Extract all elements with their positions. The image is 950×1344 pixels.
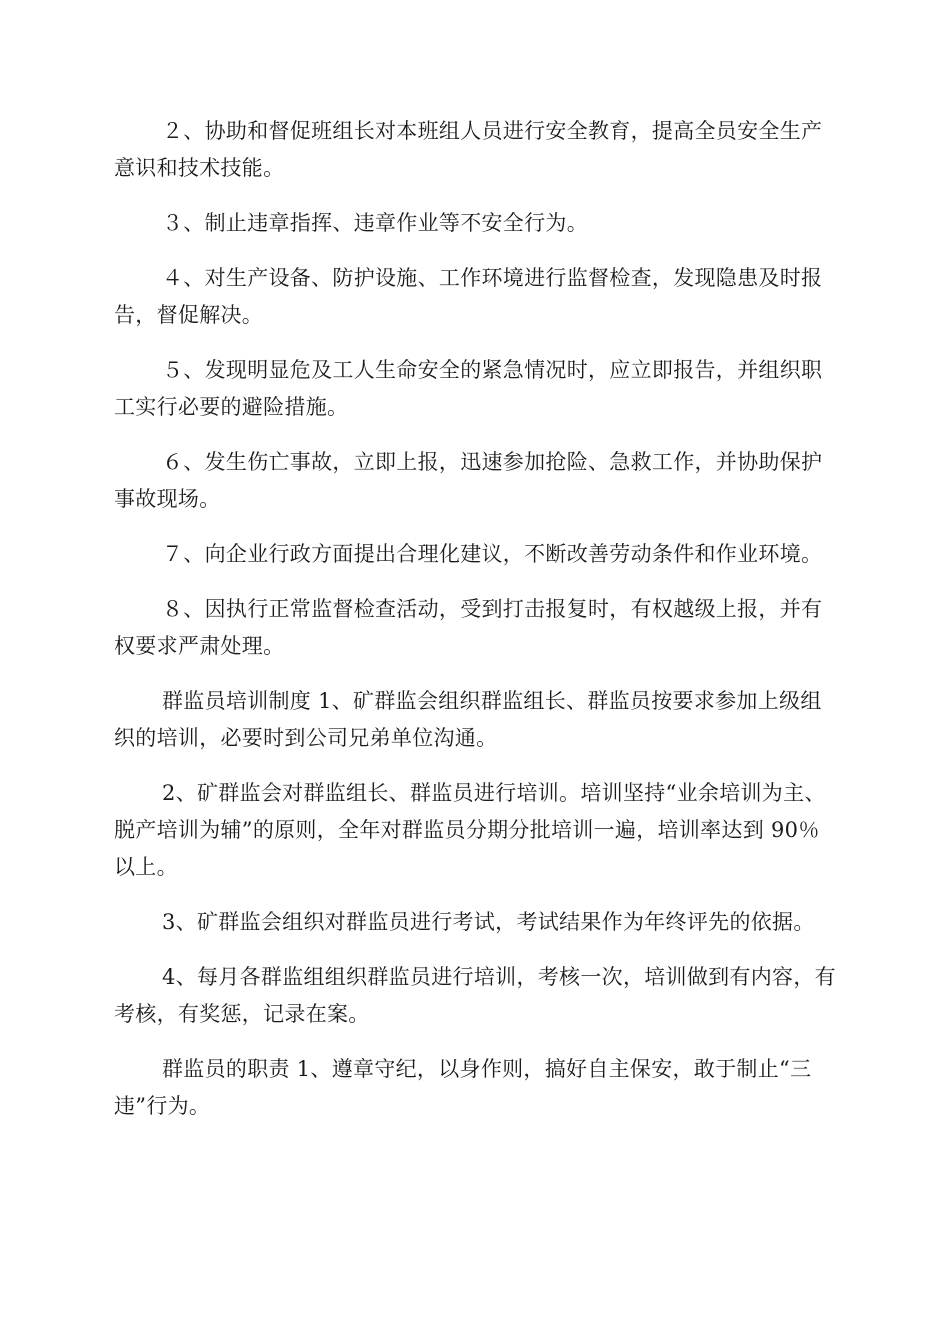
paragraph-responsibility-1: 群监员的职责 1、遵章守纪，以身作则，搞好自主保安，敢于制止“三违”行为。 — [114, 1057, 812, 1118]
paragraph-duty-7: ７、向企业行政方面提出合理化建议，不断改善劳动条件和作业环境。 — [162, 542, 823, 566]
paragraph-training-3: 3、矿群监会组织对群监员进行考试，考试结果作为年终评先的依据。 — [162, 910, 815, 934]
paragraph-duty-4: ４、对生产设备、防护设施、工作环境进行监督检查，发现隐患及时报告，督促解决。 — [114, 266, 823, 327]
paragraph-duty-3: ３、制止违章指挥、违章作业等不安全行为。 — [162, 211, 588, 235]
document-body — [114, 113, 836, 1143]
paragraph-duty-6: ６、发生伤亡事故，立即上报，迅速参加抢险、急救工作，并协助保护事故现场。 — [114, 450, 823, 511]
paragraph-duty-5: ５、发现明显危及工人生命安全的紧急情况时，应立即报告，并组织职工实行必要的避险措施。 — [114, 358, 823, 419]
paragraph-training-2: 2、矿群监会对群监组长、群监员进行培训。培训坚持“业余培训为主、脱产培训为辅”的原则，全年对群监员分期分批培训一遍，培训率达到 90％以上。 — [114, 781, 826, 879]
paragraph-duty-2: ２、协助和督促班组长对本班组人员进行安全教育，提高全员安全生产意识和技术技能。 — [114, 119, 823, 180]
paragraph-duty-8: ８、因执行正常监督检查活动，受到打击报复时，有权越级上报，并有权要求严肃处理。 — [114, 597, 823, 658]
paragraph-training-1: 群监员培训制度 1、矿群监会组织群监组长、群监员按要求参加上级组织的培训，必要时到公司兄弟单位沟通。 — [114, 689, 822, 750]
paragraph-training-4: 4、每月各群监组组织群监员进行培训，考核一次，培训做到有内容，有考核，有奖惩，记录在案。 — [114, 965, 836, 1026]
